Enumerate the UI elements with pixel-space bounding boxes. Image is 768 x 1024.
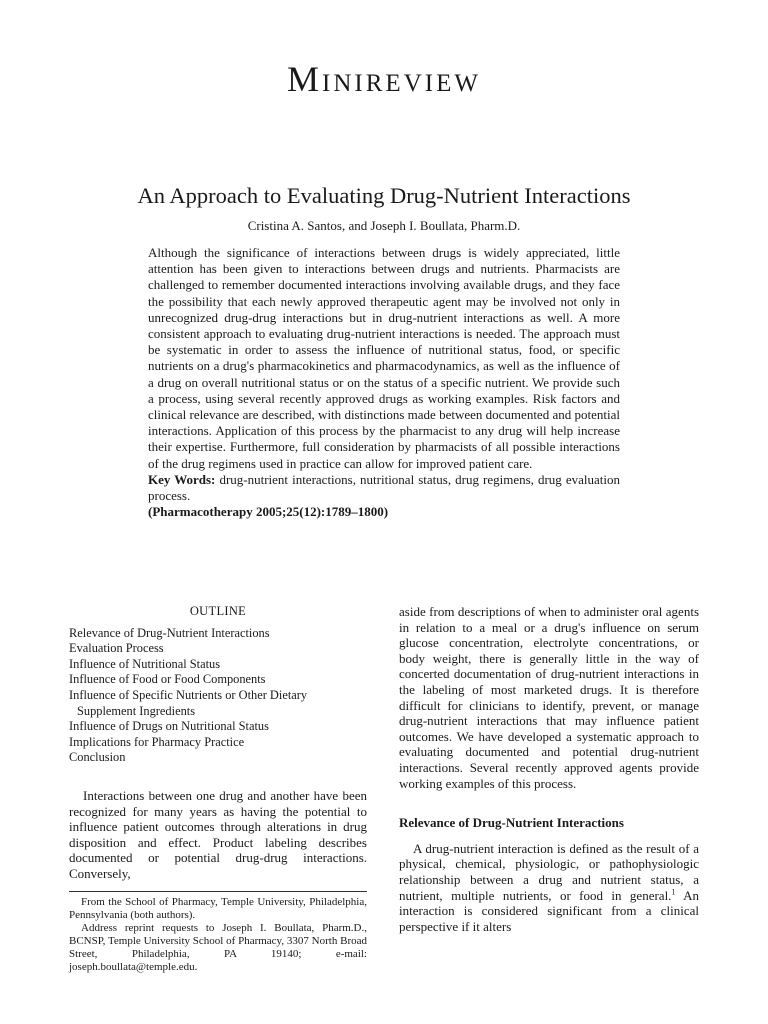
- continued-paragraph: aside from descriptions of when to administer oral agents in relation to a meal or a drug's influence on serum glucose concentration, electrolyte concentrations, or body weight, there is generally little in the way of concerted documentation of drug-nutrient interactions in the labeling of most marketed drugs. It is therefore difficult for clinicians to identify, prevent, or manage drug-nutrient interactions that may influence patient outcomes. We have developed a systematic approach to evaluating documented and potential drug-nutrient interactions. Several recently approved agents provide working examples of this process.: [399, 604, 699, 791]
- citation: (Pharmacotherapy 2005;25(12):1789–1800): [148, 504, 389, 520]
- paragraph-text-continued: An interaction is considered significant from a clinical perspective if it alters: [399, 887, 700, 934]
- section-subheading: Relevance of Drug-Nutrient Interactions: [399, 815, 624, 831]
- article-title: An Approach to Evaluating Drug-Nutrient Interactions: [137, 183, 631, 209]
- outline-item: Evaluation Process: [69, 641, 164, 656]
- section-heading: Minireview: [287, 59, 481, 99]
- outline-item: Supplement Ingredients: [77, 703, 196, 718]
- paragraph-text: A drug-nutrient interaction is defined as the result of a physical, chemical, physiologic, or pathophysiologic relationship between a drug and nutrient status, a nutrient, multiple nutrients, or food in general.: [399, 840, 699, 903]
- outline-item: Influence of Drugs on Nutritional Status: [69, 719, 269, 734]
- footnote-affiliation: From the School of Pharmacy, Temple University, Philadelphia, Pennsylvania (both authors).: [69, 895, 367, 921]
- outline-list: [69, 626, 367, 766]
- author-line: Cristina A. Santos, and Joseph I. Boullata, Pharm.D.: [247, 218, 521, 233]
- outline-item: Influence of Food or Food Components: [69, 672, 266, 687]
- outline-item: Influence of Specific Nutrients or Other Dietary: [69, 687, 308, 702]
- footnote-divider: [69, 891, 367, 892]
- keywords-text: drug-nutrient interactions, nutritional status, drug regimens, drug evaluation process.: [148, 471, 621, 504]
- outline-heading: OUTLINE: [189, 604, 247, 618]
- intro-paragraph: Interactions between one drug and another have been recognized for many years as having the potential to influence patient outcomes through alterations in drug disposition and effect. Product labeling describes documented or potential drug-drug interactions. Conversely,: [69, 787, 367, 881]
- abstract: [148, 245, 620, 520]
- keywords-label: Key Words:: [148, 471, 216, 487]
- abstract-text: Although the significance of interactions between drugs is widely appreciated, little attention has been given to interactions between drugs and nutrients. Pharmacists are challenged to remember documented interactions involving available drugs, and they face the possibility that each newly approved therapeutic agent may be involved not only in unrecognized drug-drug interactions but in drug-nutrient interactions as well. A more consistent approach to evaluating drug-nutrient interactions is needed. The approach must be systematic in order to assess the influence of nutritional status, food, or specific nutrients on a drug's pharmacokinetics and pharmacodynamics, as well as the influence of a drug on overall nutritional status or on the status of a specific nutrient. We provide such a process, using several recently approved drugs as working examples. Risk factors and clinical relevance are described, with distinctions made between documented and potential interactions. Application of this process by the pharmacist to any drug will help increase their expertise. Furthermore, full consideration by pharmacists of all possible interactions of the drug regimens used in practice can allow for improved patient care.: [148, 245, 620, 471]
- body-paragraph: [399, 841, 699, 935]
- right-column: [399, 604, 699, 934]
- outline-item: Relevance of Drug-Nutrient Interactions: [69, 625, 270, 640]
- outline-item: Influence of Nutritional Status: [69, 656, 221, 671]
- keywords: [148, 472, 620, 504]
- outline-item: Conclusion: [69, 750, 126, 765]
- left-column: [69, 604, 367, 974]
- outline-item: Implications for Pharmacy Practice: [69, 734, 245, 749]
- footnote-reprint: Address reprint requests to Joseph I. Boullata, Pharm.D., BCNSP, Temple University School of Pharmacy, 3307 North Broad Street, Philadelphia, PA 19140; e-mail: joseph.boullata@temple.edu.: [69, 921, 367, 973]
- reference-superscript: 1: [671, 887, 676, 897]
